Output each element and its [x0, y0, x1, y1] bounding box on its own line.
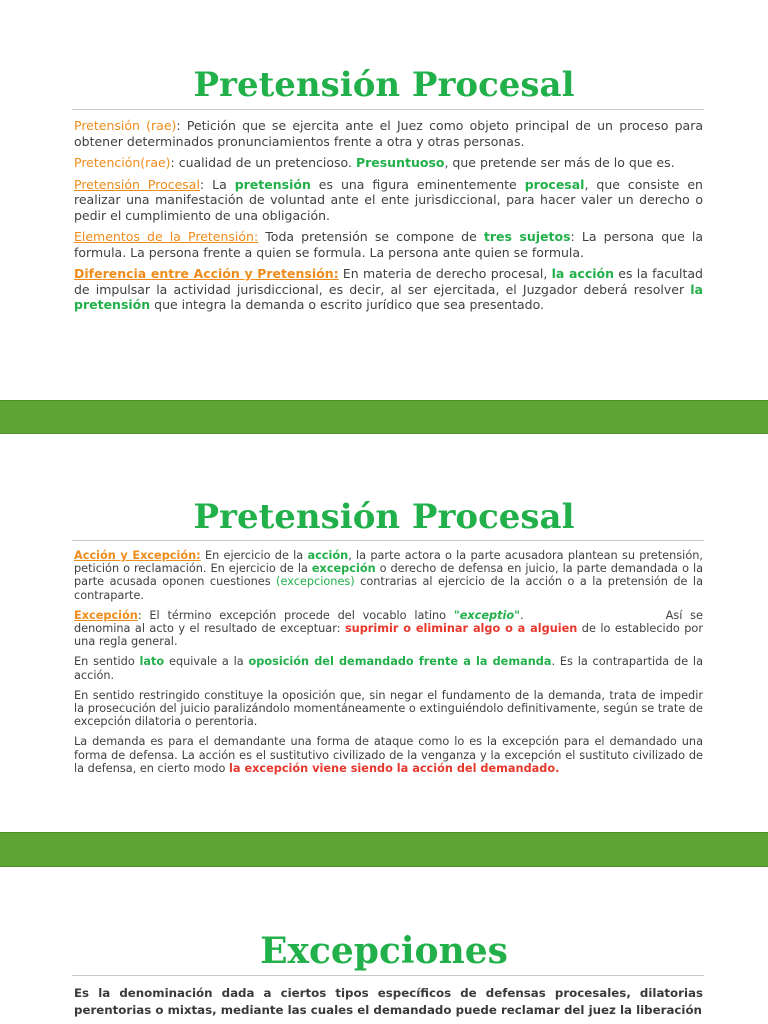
paragraph-elementos: Elementos de la Pretensión: Toda pretensión se compone de tres sujetos: La persona que la formula. La persona frente a quien se formula. La persona ante quien se formula. — [74, 229, 704, 260]
paragraph-pretension-rae: Pretensión (rae): Petición que se ejercita ante el Juez como objeto principal de un proceso para obtener determinados pronunciamientos frente a otra y otras personas. — [74, 118, 703, 149]
term-label: Excepción — [74, 608, 138, 622]
slide-2-body — [74, 549, 703, 782]
slide-1-divider — [72, 109, 704, 110]
term-label: Acción y Excepción: — [74, 549, 201, 562]
term-label: Diferencia entre Acción y Pretensión: — [74, 266, 339, 281]
slide-separator-1 — [0, 400, 768, 434]
slide-2-divider — [72, 540, 704, 541]
paragraph-excepciones-definicion: Es la denominación dada a ciertos tipos específicos de defensas procesales, dilatorias perentorias o mixtas, mediante las cuales el demandado puede reclamar del juez la liberación — [74, 986, 703, 1017]
paragraph-sentido-restringido: En sentido restringido constituye la oposición que, sin negar el fundamento de la demanda, trata de impedir la prosecución del juicio paralizándolo momentáneamente o extinguiéndolo definitivamente, según se trate de excepción dilatoria o perentoria. — [74, 688, 703, 729]
slide-3-body — [74, 985, 703, 1019]
term-label: Pretensión Procesal — [74, 176, 200, 192]
term-label: Pretensión (rae) — [74, 118, 177, 133]
paragraph-accion-excepcion: Acción y Excepción: En ejercicio de la acción, la parte actora o la parte acusadora plantean su pretensión, petición o reclamación. En ejercicio de la excepción o derecho de defensa en juicio, la parte demandada o la parte acusada oponen cuestiones (excepciones) contrarias al ejercicio de la acción o a la pretensión de la contraparte. — [74, 549, 704, 602]
slide-1-body — [74, 118, 703, 319]
term-label: Elementos de la Pretensión: — [74, 229, 259, 244]
slide-3-title: Excepciones — [260, 930, 508, 972]
paragraph-pretencion-rae: Pretención(rae): cualidad de un pretencioso. Presuntuoso, que pretende ser más de lo que es. — [74, 155, 675, 170]
paragraph-demanda: La demanda es para el demandante una forma de ataque como lo es la excepción para el demandado una forma de defensa. La acción es el sustitutivo civilizado de la venganza y la excepción el sustituto civilizado de la defensa, en cierto modo la excepción viene siendo la acción del demandado. — [74, 735, 703, 775]
paragraph-diferencia: Diferencia entre Acción y Pretensión: En materia de derecho procesal, la acción es la facultad de impulsar la actividad jurisdiccional, es decir, al ser ejercitada, el Juzgador deberá resolver la pretensión que integra la demanda o escrito jurídico que sea presentado. — [74, 266, 703, 312]
slide-1 — [0, 0, 768, 400]
slide-3 — [0, 867, 768, 1024]
paragraph-pretension-procesal: Pretensión Procesal: La pretensión es una figura eminentemente procesal, que consiste en realizar una manifestación de voluntad ante el ente jurisdiccional, para hacer valer un derecho o pedir el cumplimiento de una obligación. — [74, 176, 703, 223]
term-label: Pretención(rae) — [74, 155, 171, 170]
paragraph-excepcion: Excepción: El término excepción procede del vocablo latino "exceptio". Así se denomina al acto y el resultado de exceptuar: suprimir o eliminar algo o a alguien de lo establecido por una regla general. — [74, 608, 704, 649]
slide-1-title: Pretensión Procesal — [193, 65, 575, 105]
slide-2-title: Pretensión Procesal — [193, 497, 575, 537]
slide-3-divider — [72, 975, 704, 976]
slide-2 — [0, 434, 768, 832]
slide-separator-2 — [0, 832, 768, 867]
paragraph-sentido-lato: En sentido lato equivale a la oposición del demandado frente a la demanda. Es la contrapartida de la acción. — [74, 655, 703, 682]
